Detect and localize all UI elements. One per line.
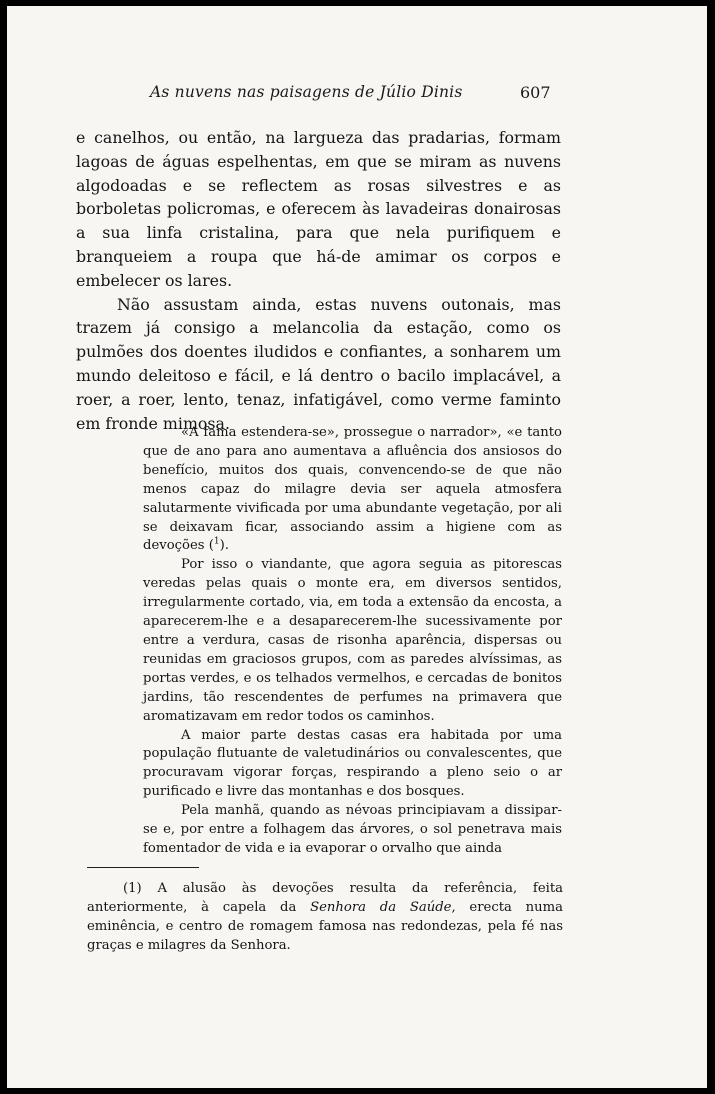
book-page	[7, 6, 707, 1088]
quote-paragraph: «A fama estendera-se», prossegue o narrador», «e tanto que de ano para ano aumentava a afluência dos ansiosos do benefício, muitos dos quais, convencendo-se de que não menos capaz do milagre devia ser aquela atmosfera salutarmente vivificada por uma abundante vegetação, por ali se deixavam ficar, associando assim a higiene com as devoções ($^1$).	[143, 425, 562, 554]
page-header	[7, 83, 707, 107]
footnote-italic: Senhora da Saúde	[310, 899, 452, 915]
quote-text-end: .	[224, 538, 229, 554]
page-number: 607	[520, 83, 551, 102]
footnote-reference: 1	[213, 537, 220, 548]
footnotes	[87, 880, 563, 956]
footnote-text: A alusão às devoções resulta da referência, feita anteriormente, à capela da	[87, 881, 563, 915]
footnote-text-end: , erecta numa eminência, e centro de romagem famosa nas redondezas, pela fé nas graças e milagres da Senhora.	[87, 899, 563, 953]
footnote-divider	[87, 867, 199, 868]
running-title: As nuvens nas paisagens de Júlio Dinis	[150, 83, 463, 101]
quote-paragraph: Pela manhã, quando as névoas principiavam a dissipar-se e, por entre a folhagem das árvores, o sol penetrava mais fomentador de vida e ia evaporar o orvalho que ainda	[143, 803, 562, 856]
quote-text: «A fama estendera-se», prossegue o narrador», «e tanto que de ano para ano aumentava a afluência dos ansiosos do benefício, muitos dos quais, convencendo-se de que não menos capaz do milagre devia ser aquela atmosfera salutarmente vivificada por uma abundante vegetação, por ali se deixavam ficar, associando assim a higiene com as devoções	[143, 425, 562, 554]
quote-paragraph: A maior parte destas casas era habitada por uma população flutuante de valetudinários ou convalescentes, que procuravam vigorar forças, respirando a pleno seio o ar purificado e livre das montanhas e dos bosques.	[143, 727, 562, 800]
footnote-marker: (1)	[123, 881, 142, 896]
block-quote	[143, 424, 562, 859]
quote-paragraph: Por isso o viandante, que agora seguia as pitorescas veredas pelas quais o monte era, em diversos sentidos, irregularmente cortado, via, em toda a extensão da encosta, a aparecerem-lhe e a desaparecerem-lhe sucessivamente por entre a verdura, casas de risonha aparência, dispersas ou reunidas em graciosos grupos, com as paredes alvíssimas, as portas verdes, e os telhados vermelhos, e cercadas de bonitos jardins, tão rescendentes de perfumes na primavera que aromatizavam em redor todos os caminhos.	[143, 557, 562, 724]
footnote	[87, 880, 563, 956]
paragraph: Não assustam ainda, estas nuvens outonais, mas trazem já consigo a melancolia da estação, como os pulmões dos doentes iludidos e confiantes, a sonharem um mundo deleitoso e fácil, e lá dentro o bacilo implacável, a roer, a roer, lento, tenaz, infatigável, como verme faminto em fronde mimosa.	[76, 294, 561, 433]
paragraph: e canelhos, ou então, na largueza das pradarias, formam lagoas de águas espelhentas, em que se miram as nuvens algodoadas e se reflectem as rosas silvestres e as borboletas policromas, e oferecem às lavadeiras donairosas a sua linfa cristalina, para que nela purifiquem e branqueiem a roupa que há-de amimar os corpos e embelecer os lares.	[76, 128, 561, 290]
main-text	[76, 126, 561, 435]
